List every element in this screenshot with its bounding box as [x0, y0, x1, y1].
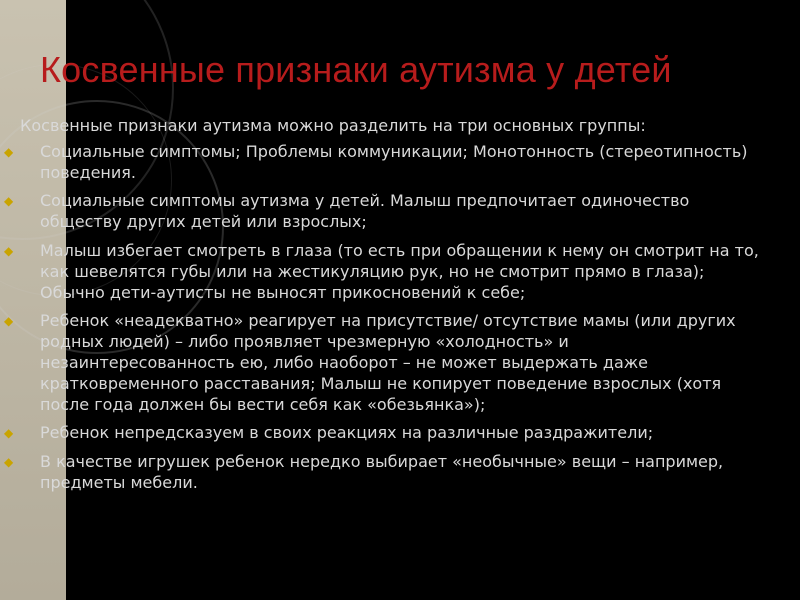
diamond-bullet-icon: ◆: [4, 314, 14, 329]
diamond-bullet-icon: ◆: [4, 144, 14, 159]
slide-body: [0, 116, 760, 502]
bullet-text: Социальные симптомы; Проблемы коммуникации; Монотонность (стереотипность) поведения.: [40, 141, 748, 182]
diamond-bullet-icon: ◆: [4, 455, 14, 470]
bullet-item: [0, 142, 760, 184]
bullet-item: [0, 423, 760, 444]
bullet-text: Социальные симптомы аутизма у детей. Малыш предпочитает одиночество обществу других детей или взрослых;: [40, 191, 690, 232]
intro-text: Косвенные признаки аутизма можно разделить на три основных группы:: [20, 116, 646, 135]
bullet-text: Малыш избегает смотреть в глаза (то есть при обращении к нему он смотрит на то, как шевелятся губы или на жестикуляцию рук, но не смотрит прямо в глаза); Обычно дети-аутисты не выносят прикосновений к себе;: [40, 240, 759, 302]
bullet-item: [0, 452, 760, 494]
diamond-bullet-icon: ◆: [4, 194, 14, 209]
diamond-bullet-icon: ◆: [4, 243, 14, 258]
bullet-text: В качестве игрушек ребенок нередко выбирает «необычные» вещи – например, предметы мебели.: [40, 452, 724, 492]
bullet-text: Ребенок непредсказуем в своих реакциях на различные раздражители;: [40, 423, 654, 443]
bullet-item: [0, 191, 760, 233]
bullet-item: [0, 241, 760, 303]
diamond-bullet-icon: ◆: [4, 426, 14, 441]
bullet-text: Ребенок «неадекватно» реагирует на присутствие/ отсутствие мамы (или других родных людей) – либо проявляет чрезмерную «холодность» и незаинтересованность ею, либо наоборот – не может выдержать даже кратковременного расставания; Малыш не копирует поведение взрослых (хотя после года должен бы вести себя как «обезьянка»);: [40, 311, 736, 414]
bullet-item: [0, 311, 760, 415]
slide-title: Косвенные признаки аутизма у детей: [40, 49, 672, 90]
bullet-list: [0, 142, 760, 494]
